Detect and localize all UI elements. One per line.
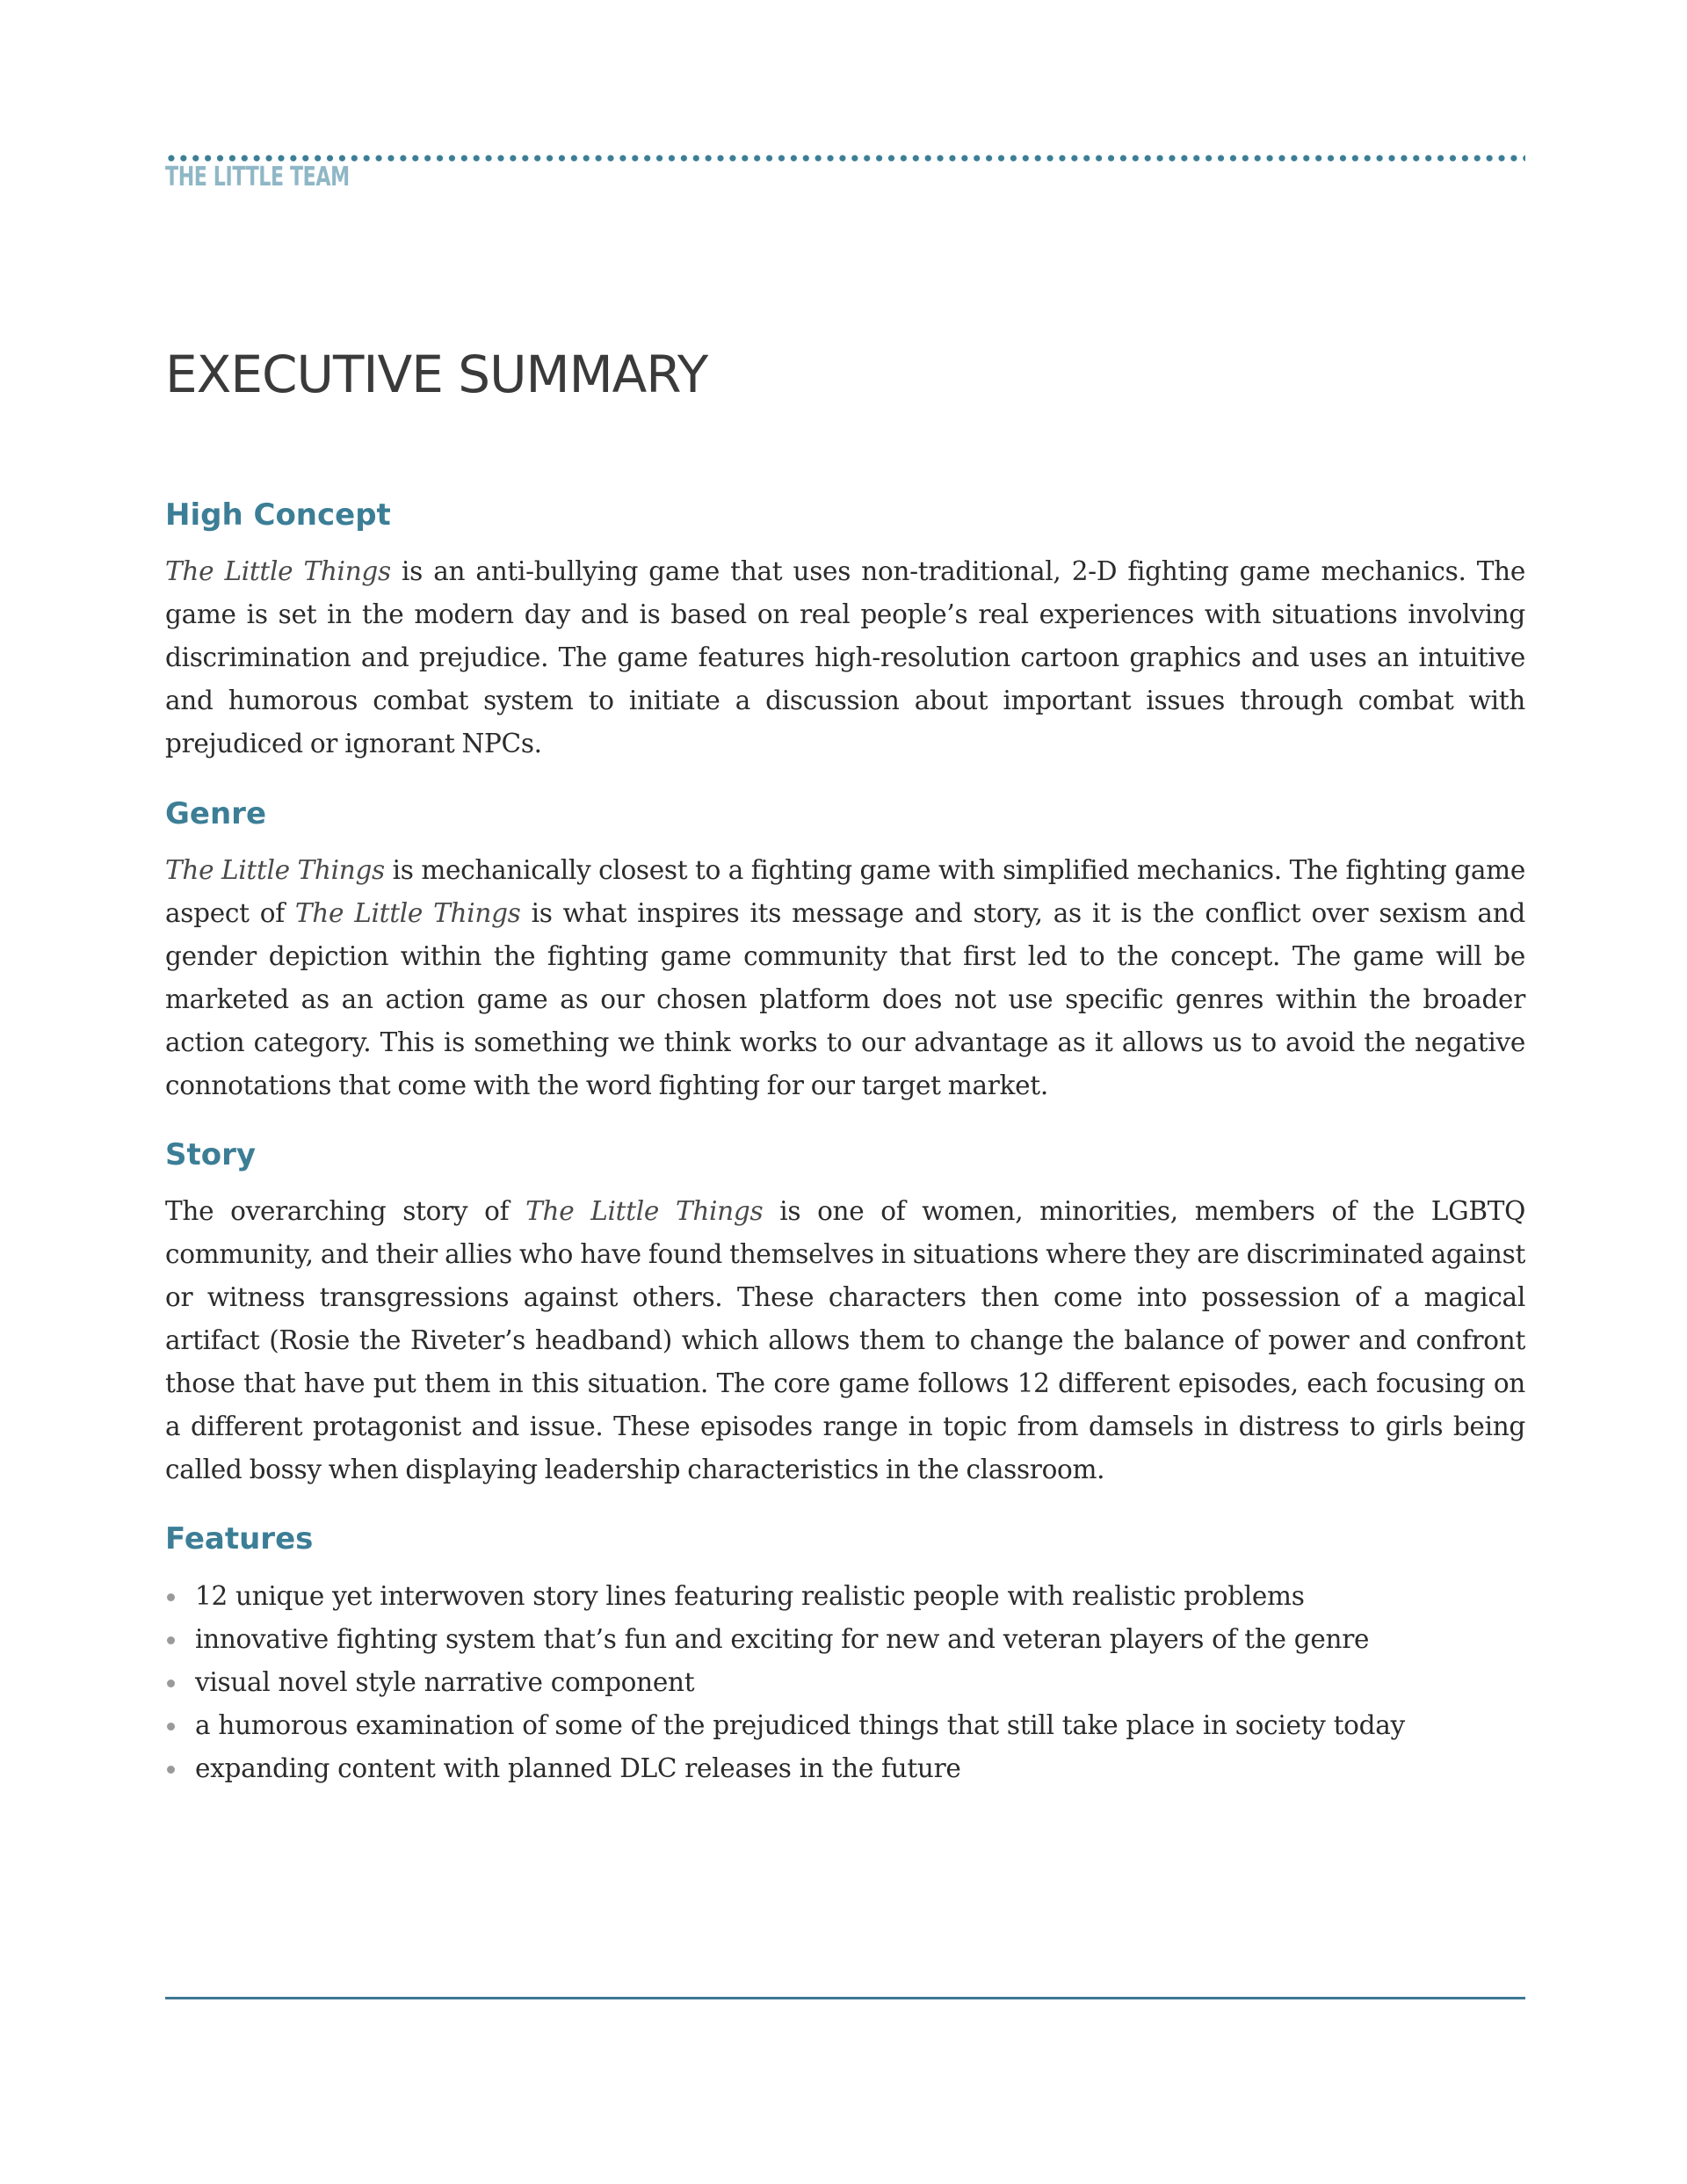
genre-heading: Genre xyxy=(165,796,266,831)
feature-text: innovative fighting system that’s fun and exciting for new and veteran players of the genre xyxy=(195,1624,1370,1654)
list-item xyxy=(165,1661,1525,1704)
story-paragraph xyxy=(165,1190,1525,1491)
list-item xyxy=(165,1704,1525,1747)
footer-rule xyxy=(165,1997,1525,1999)
game-title-italic: The Little Things xyxy=(165,855,385,885)
features-list xyxy=(165,1575,1525,1790)
story-text-2: is one of women, minorities, members of the LGBTQ community, and their allies who have found themselves in situations where they are discriminated against or witness transgressions against others. These characters then come into possession of a magical artifact (Rosie the Riveter’s headband) which allows them to change the balance of power and confront those that have put them in this situation. The core game follows 12 different episodes, each focusing on a different protagonist and issue. These episodes range in topic from damsels in distress to girls being called bossy when displaying leadership characteristics in the classroom. xyxy=(165,1196,1525,1484)
list-item xyxy=(165,1747,1525,1790)
bullet-icon xyxy=(167,1593,175,1601)
story-text-1: The overarching story of xyxy=(165,1196,526,1226)
genre-text-2: is what inspires its message and story, as it is the conflict over sexism and gender depiction within the fighting game community that first led to the concept. The game will be marketed as an action game as our chosen platform does not use specific genres within the broader action category. This is something we think works to our advantage as it allows us to avoid the negative connotations that come with the word fighting for our target market. xyxy=(165,898,1525,1100)
page-title: EXECUTIVE SUMMARY xyxy=(165,345,708,404)
game-title-italic: The Little Things xyxy=(294,898,521,928)
feature-text: a humorous examination of some of the prejudiced things that still take place in society today xyxy=(195,1710,1405,1740)
genre-text-1: is mechanically closest to a fighting game with simplified mechanics. The fighting game aspect of xyxy=(165,855,1525,928)
high-concept-paragraph xyxy=(165,550,1525,765)
list-item xyxy=(165,1575,1525,1618)
genre-paragraph xyxy=(165,849,1525,1107)
features-heading: Features xyxy=(165,1521,314,1556)
feature-text: expanding content with planned DLC releases in the future xyxy=(195,1753,961,1783)
game-title-italic: The Little Things xyxy=(165,556,391,586)
bullet-icon xyxy=(167,1636,175,1644)
story-heading: Story xyxy=(165,1137,257,1172)
header-dotted-rule xyxy=(165,155,1525,162)
bullet-icon xyxy=(167,1766,175,1774)
game-title-italic: The Little Things xyxy=(525,1196,764,1226)
bullet-icon xyxy=(167,1680,175,1687)
feature-text: visual novel style narrative component xyxy=(195,1667,695,1697)
high-concept-heading: High Concept xyxy=(165,497,391,533)
high-concept-text: is an anti-bullying game that uses non-traditional, 2-D fighting game mechanics. The game is set in the modern day and is based on real people’s real experiences with situations involving discrimination and prejudice. The game features high-resolution cartoon graphics and uses an intuitive and humorous combat system to initiate a discussion about important issues through combat with prejudiced or ignorant NPCs. xyxy=(165,556,1525,758)
bullet-icon xyxy=(167,1723,175,1731)
feature-text: 12 unique yet interwoven story lines featuring realistic people with realistic problems xyxy=(195,1581,1305,1611)
header-brand: THE LITTLE TEAM xyxy=(165,162,350,192)
list-item xyxy=(165,1618,1525,1661)
